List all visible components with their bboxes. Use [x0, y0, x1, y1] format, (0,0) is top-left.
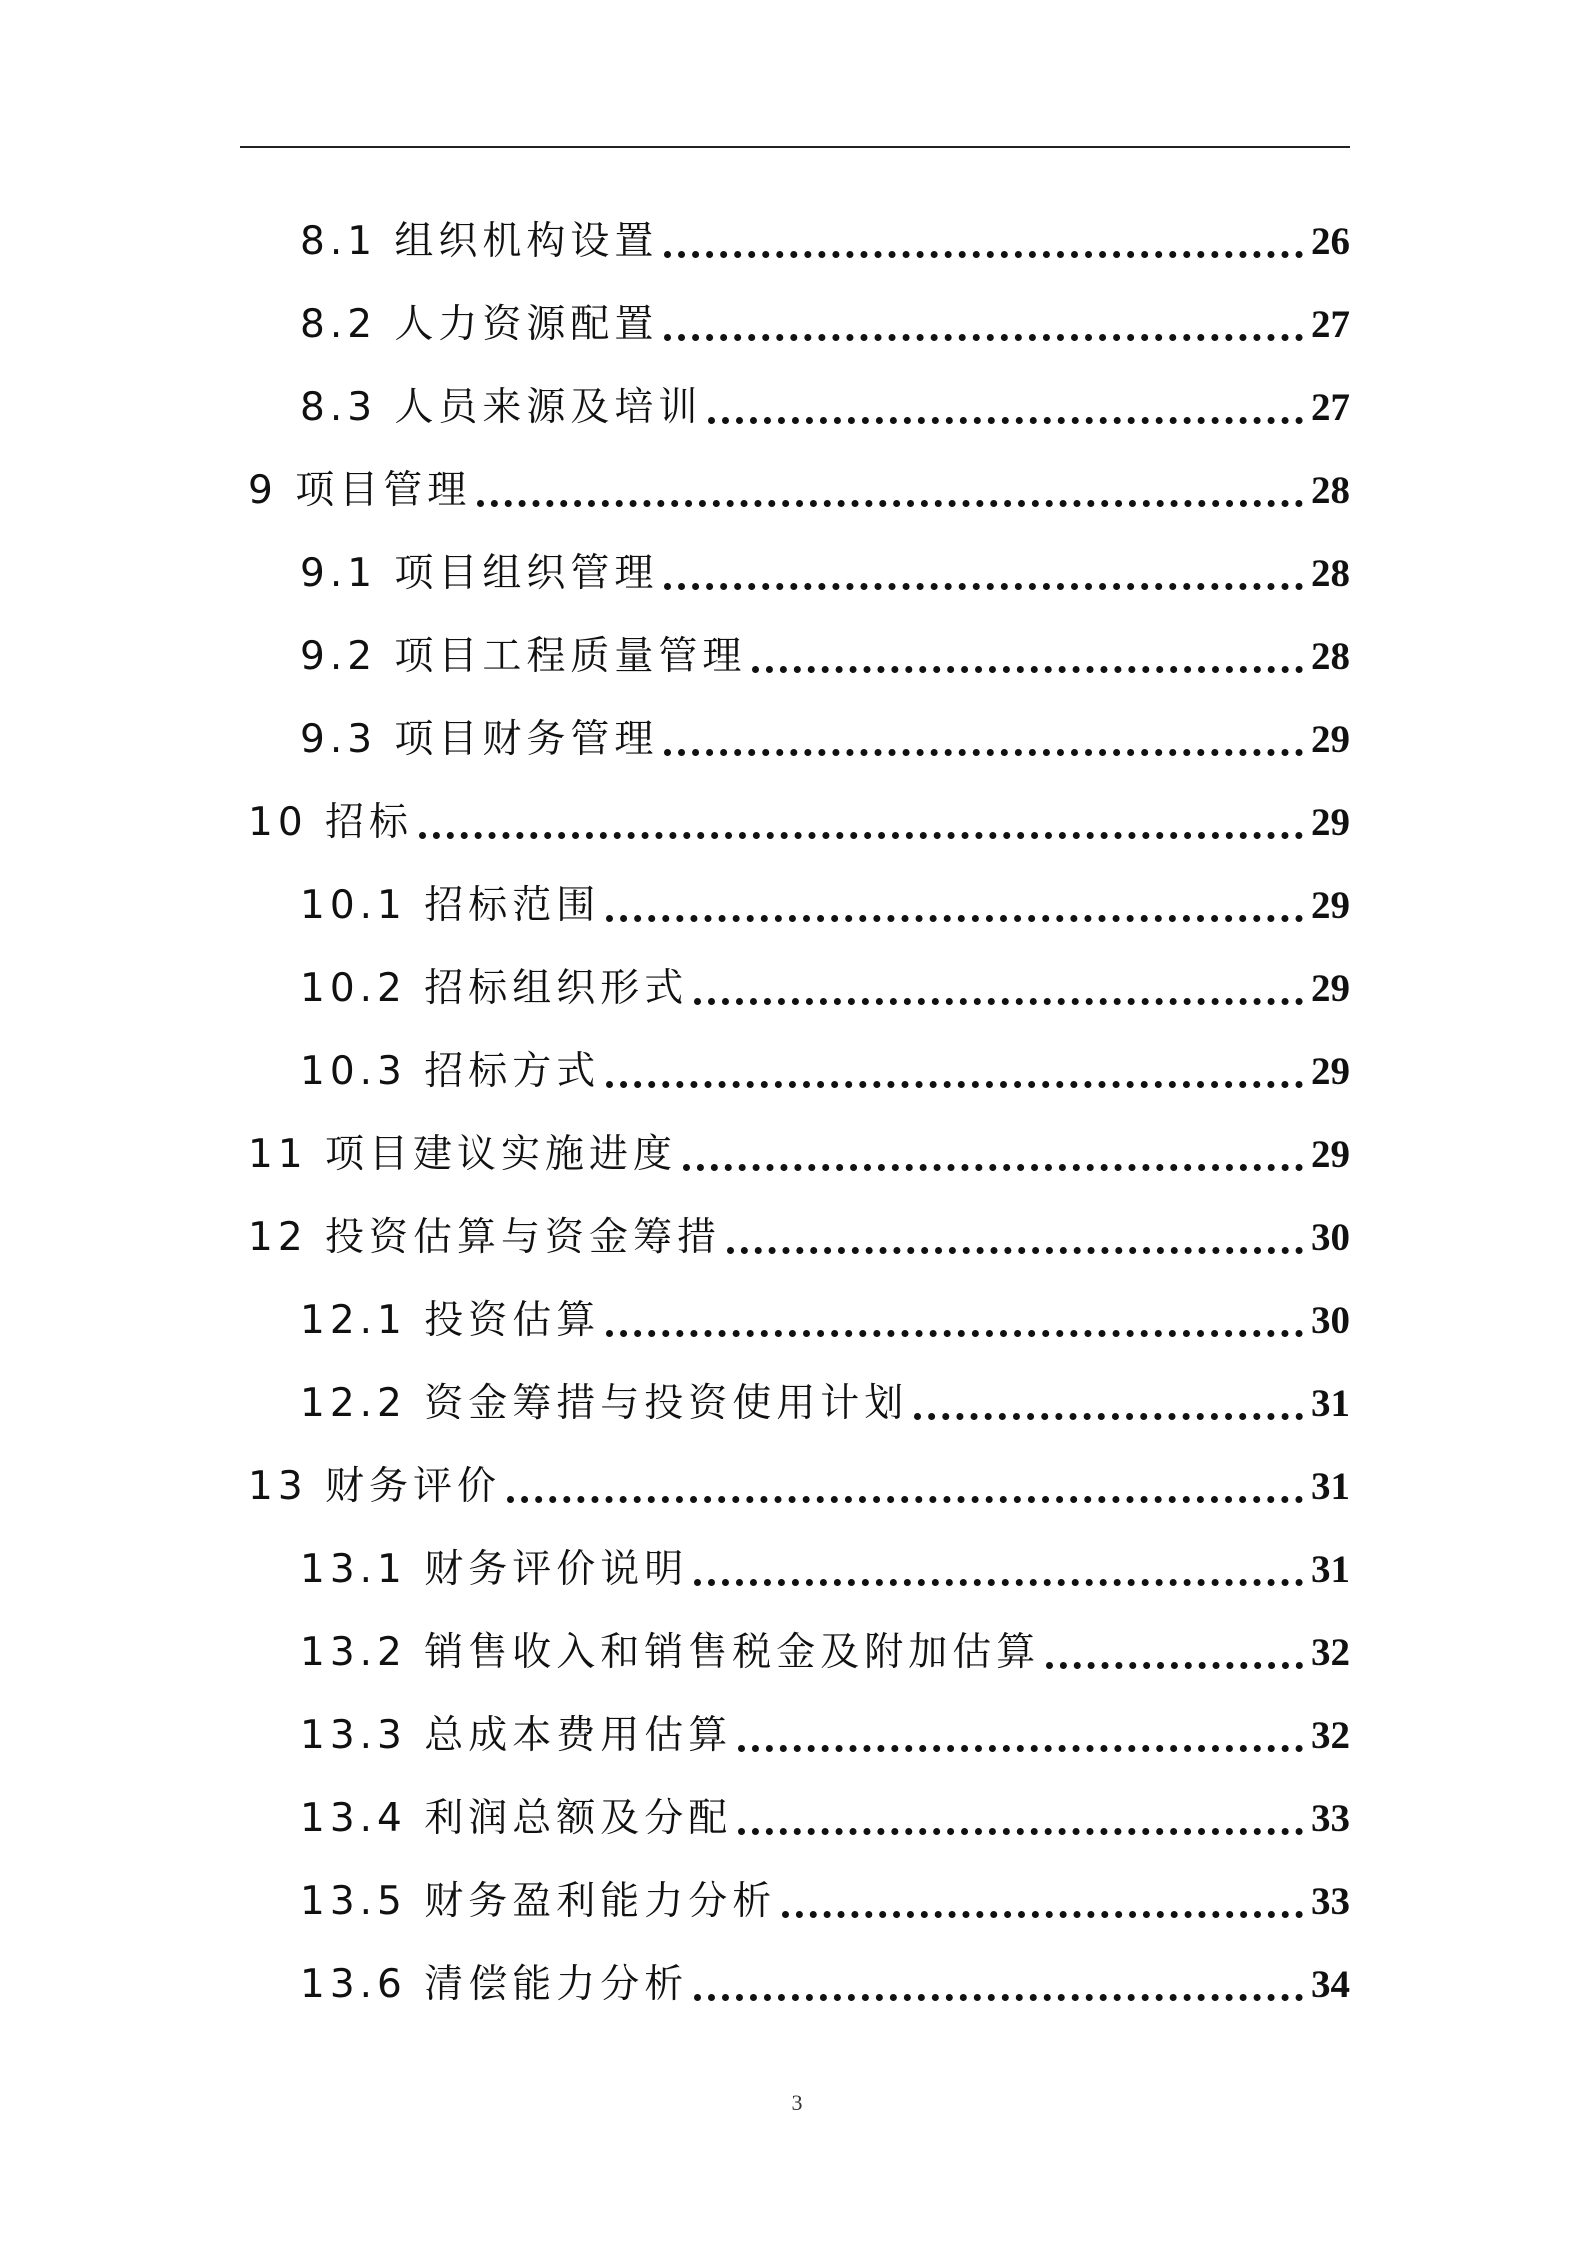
- toc-entry-title: 13.3 总成本费用估算: [300, 1713, 733, 1758]
- toc-entry-title: 10 招标: [248, 800, 414, 845]
- toc-dot-leader: [738, 1828, 1303, 1835]
- toc-entry-title: 11 项目建议实施进度: [248, 1132, 678, 1177]
- toc-entry[interactable]: [248, 1204, 1350, 1264]
- toc-entry-page: 28: [1311, 552, 1350, 595]
- toc-entry-page: 33: [1311, 1880, 1350, 1923]
- toc-entry-page: 28: [1311, 635, 1350, 678]
- page-number: 3: [791, 2090, 803, 2115]
- toc-entry-title: 8.2 人力资源配置: [300, 302, 659, 347]
- toc-entry-page: 31: [1311, 1382, 1350, 1425]
- toc-entry[interactable]: [300, 1702, 1350, 1762]
- toc-entry-page: 26: [1311, 220, 1350, 263]
- toc-dot-leader: [1046, 1662, 1303, 1669]
- toc-entry-title: 12 投资估算与资金筹措: [248, 1215, 722, 1260]
- toc-entry-page: 28: [1311, 469, 1350, 512]
- toc-entry-page: 30: [1311, 1299, 1350, 1342]
- toc-entry-page: 27: [1311, 303, 1350, 346]
- toc-entry[interactable]: [300, 1868, 1350, 1928]
- toc-dot-leader: [507, 1496, 1303, 1503]
- toc-entry[interactable]: [300, 623, 1350, 683]
- toc-dot-leader: [477, 500, 1303, 507]
- toc-entry[interactable]: [248, 1121, 1350, 1181]
- toc-entry-page: 33: [1311, 1797, 1350, 1840]
- toc-entry[interactable]: [300, 1370, 1350, 1430]
- toc-entry[interactable]: [300, 1536, 1350, 1596]
- toc-entry-title: 10.3 招标方式: [300, 1049, 601, 1094]
- toc-entry-page: 32: [1311, 1714, 1350, 1757]
- toc-dot-leader: [694, 1579, 1303, 1586]
- toc-dot-leader: [738, 1745, 1303, 1752]
- toc-dot-leader: [664, 583, 1303, 590]
- toc-entry-title: 9.2 项目工程质量管理: [300, 634, 747, 679]
- toc-entry-page: 29: [1311, 801, 1350, 844]
- toc-entry[interactable]: [300, 291, 1350, 351]
- toc-dot-leader: [914, 1413, 1303, 1420]
- toc-entry[interactable]: [248, 457, 1350, 517]
- toc-entry-page: 29: [1311, 1050, 1350, 1093]
- toc-entry-page: 31: [1311, 1548, 1350, 1591]
- toc-dot-leader: [694, 1994, 1303, 2001]
- toc-entry[interactable]: [300, 1619, 1350, 1679]
- toc-entry-page: 34: [1311, 1963, 1350, 2006]
- toc-entry-title: 13 财务评价: [248, 1464, 502, 1509]
- toc-dot-leader: [694, 998, 1303, 1005]
- toc-entry-page: 27: [1311, 386, 1350, 429]
- toc-entry-page: 30: [1311, 1216, 1350, 1259]
- toc-dot-leader: [708, 417, 1303, 424]
- toc-entry-title: 13.1 财务评价说明: [300, 1547, 689, 1592]
- toc-entry-title: 12.1 投资估算: [300, 1298, 601, 1343]
- toc-entry-title: 10.2 招标组织形式: [300, 966, 689, 1011]
- toc-dot-leader: [727, 1247, 1303, 1254]
- toc-entry-page: 29: [1311, 884, 1350, 927]
- header-rule: [240, 146, 1350, 148]
- toc-entry-page: 31: [1311, 1465, 1350, 1508]
- toc-entry-title: 8.3 人员来源及培训: [300, 385, 703, 430]
- toc-entry-title: 13.6 清偿能力分析: [300, 1962, 689, 2007]
- toc-entry[interactable]: [300, 1038, 1350, 1098]
- toc-entry-title: 13.4 利润总额及分配: [300, 1796, 733, 1841]
- toc-entry-page: 29: [1311, 1133, 1350, 1176]
- toc-entry-title: 9 项目管理: [248, 468, 472, 513]
- toc-entry[interactable]: [300, 1951, 1350, 2011]
- toc-entry-title: 8.1 组织机构设置: [300, 219, 659, 264]
- toc-dot-leader: [752, 666, 1303, 673]
- toc-entry[interactable]: [248, 1453, 1350, 1513]
- toc-entry[interactable]: [300, 955, 1350, 1015]
- toc-entry[interactable]: [300, 540, 1350, 600]
- toc-entry-title: 9.1 项目组织管理: [300, 551, 659, 596]
- toc-entry[interactable]: [300, 1287, 1350, 1347]
- toc-dot-leader: [664, 334, 1303, 341]
- toc-dot-leader: [683, 1164, 1303, 1171]
- toc-dot-leader: [606, 1330, 1303, 1337]
- toc-entry[interactable]: [300, 208, 1350, 268]
- toc-dot-leader: [664, 749, 1303, 756]
- toc-dot-leader: [782, 1911, 1303, 1918]
- toc-entry-title: 13.5 财务盈利能力分析: [300, 1879, 777, 1924]
- toc-dot-leader: [664, 251, 1303, 258]
- toc-dot-leader: [606, 915, 1303, 922]
- toc-entry[interactable]: [300, 374, 1350, 434]
- toc-entry[interactable]: [300, 706, 1350, 766]
- toc-dot-leader: [606, 1081, 1303, 1088]
- toc-entry[interactable]: [300, 1785, 1350, 1845]
- toc-entry-page: 29: [1311, 718, 1350, 761]
- toc-entry-page: 29: [1311, 967, 1350, 1010]
- toc-entry-page: 32: [1311, 1631, 1350, 1674]
- toc-entry[interactable]: [300, 872, 1350, 932]
- toc-entry-title: 9.3 项目财务管理: [300, 717, 659, 762]
- toc-entry-title: 10.1 招标范围: [300, 883, 601, 928]
- toc-dot-leader: [419, 832, 1303, 839]
- toc-entry[interactable]: [248, 789, 1350, 849]
- toc-entry-title: 13.2 销售收入和销售税金及附加估算: [300, 1630, 1041, 1675]
- toc-entry-title: 12.2 资金筹措与投资使用计划: [300, 1381, 909, 1426]
